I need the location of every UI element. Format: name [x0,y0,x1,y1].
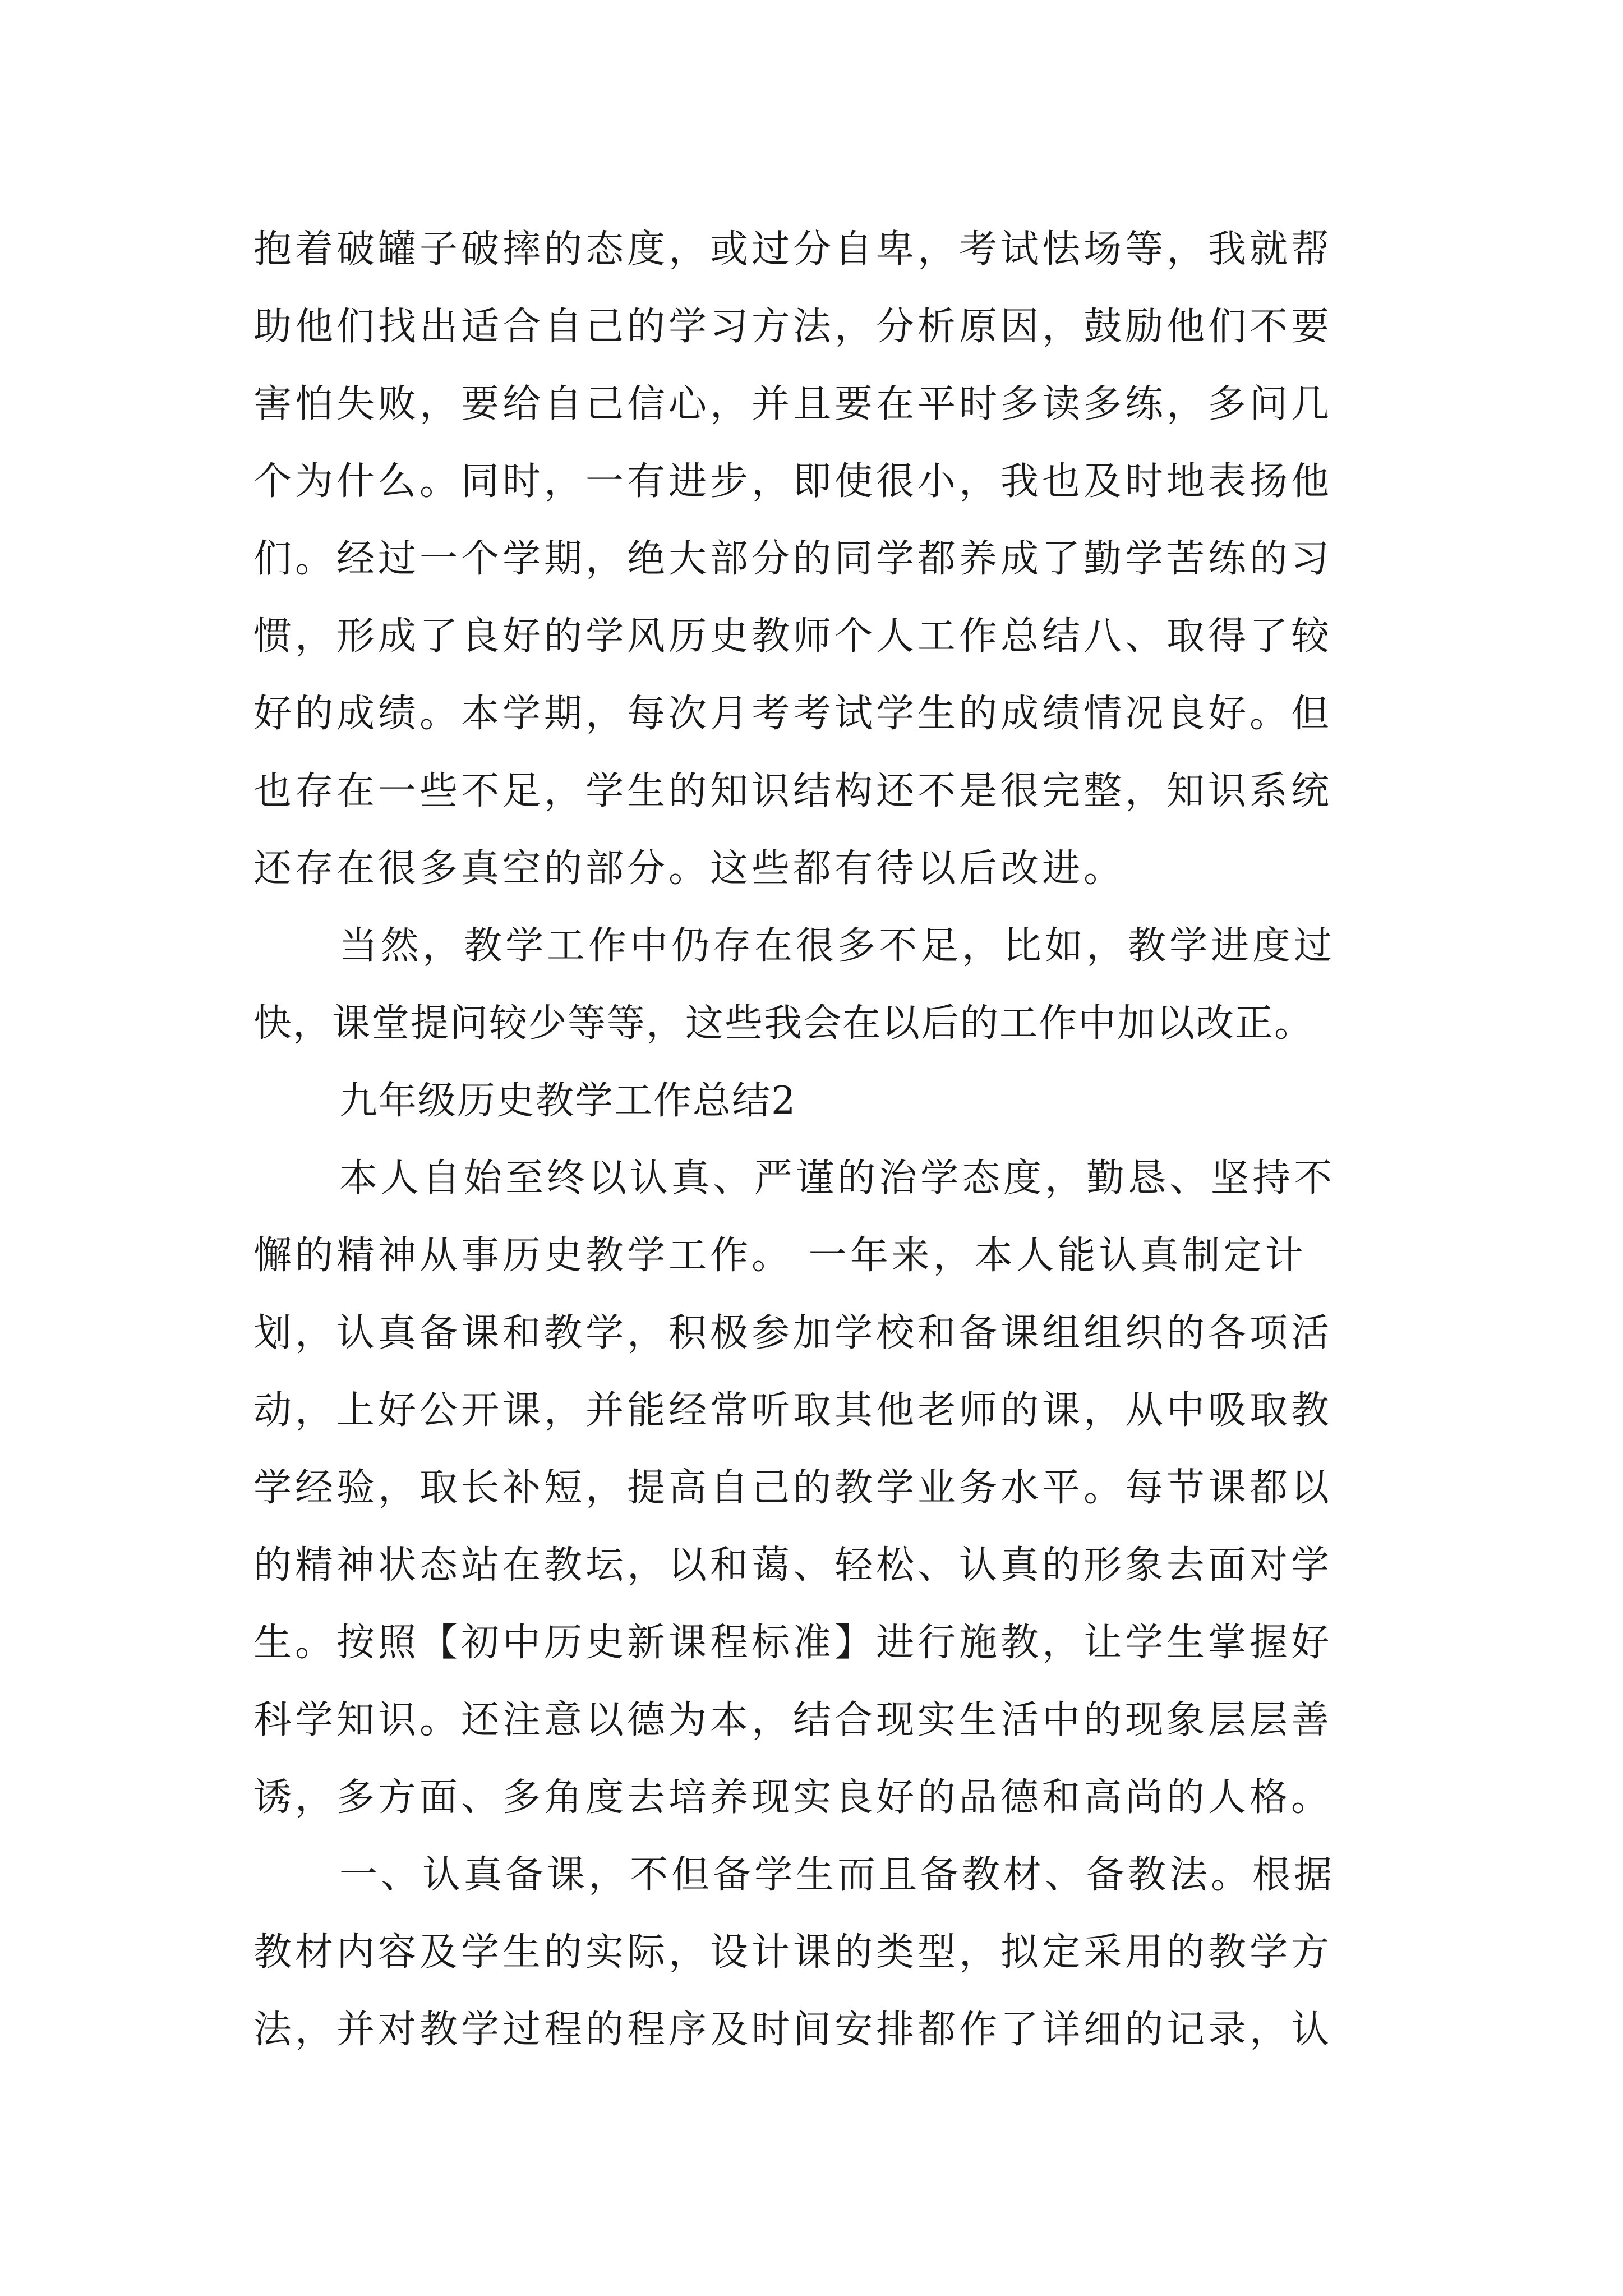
text-line: 还存在很多真空的部分。这些都有待以后改进。 [253,846,1126,891]
text-line: 抱着破罐子破摔的态度，或过分自卑，考试怯场等，我就帮 [253,227,1333,272]
text-line: 惯，形成了良好的学风历史教师个人工作总结八、取得了较 [253,614,1333,659]
paragraph-first-line: 当然，教学工作中仍存在很多不足，比如，教学进度过 [339,924,1336,968]
text-line: 诱，多方面、多角度去培养现实良好的品德和高尚的人格。 [253,1775,1333,1820]
text-line: 助他们找出适合自己的学习方法，分析原因，鼓励他们不要 [253,305,1333,349]
text-line: 的精神状态站在教坛，以和蔼、轻松、认真的形象去面对学 [253,1543,1333,1588]
text-line: 个为什么。同时，一有进步，即使很小，我也及时地表扬他 [253,459,1333,504]
paragraph-first-line: 一、认真备课，不但备学生而且备教材、备教法。根据 [339,1853,1336,1897]
text-line: 划，认真备课和教学，积极参加学校和备课组组织的各项活 [253,1311,1333,1355]
text-line: 学经验，取长补短，提高自己的教学业务水平。每节课都以 [253,1466,1333,1510]
text-line: 生。按照【初中历史新课程标准】进行施教，让学生掌握好 [253,1621,1333,1665]
text-line: 法，并对教学过程的程序及时间安排都作了详细的记录，认 [253,2008,1333,2052]
text-line: 动，上好公开课，并能经常听取其他老师的课，从中吸取教 [253,1388,1333,1433]
text-line: 科学知识。还注意以德为本，结合现实生活中的现象层层善 [253,1698,1333,1742]
text-line: 懈的精神从事历史教学工作。 一年来，本人能认真制定计 [253,1234,1307,1278]
section-heading: 九年级历史教学工作总结2 [339,1079,797,1123]
text-line: 快，课堂提问较少等等，这些我会在以后的工作中加以改正。 [253,1001,1314,1046]
paragraph-first-line: 本人自始至终以认真、严谨的治学态度，勤恳、坚持不 [339,1156,1336,1200]
text-line: 也存在一些不足，学生的知识结构还不是很完整，知识系统 [253,769,1333,813]
text-line: 们。经过一个学期，绝大部分的同学都养成了勤学苦练的习 [253,537,1333,581]
text-line: 好的成绩。本学期，每次月考考试学生的成绩情况良好。但 [253,692,1333,736]
text-line: 害怕失败，要给自己信心，并且要在平时多读多练，多问几 [253,382,1333,426]
text-line: 教材内容及学生的实际，设计课的类型，拟定采用的教学方 [253,1930,1333,1975]
